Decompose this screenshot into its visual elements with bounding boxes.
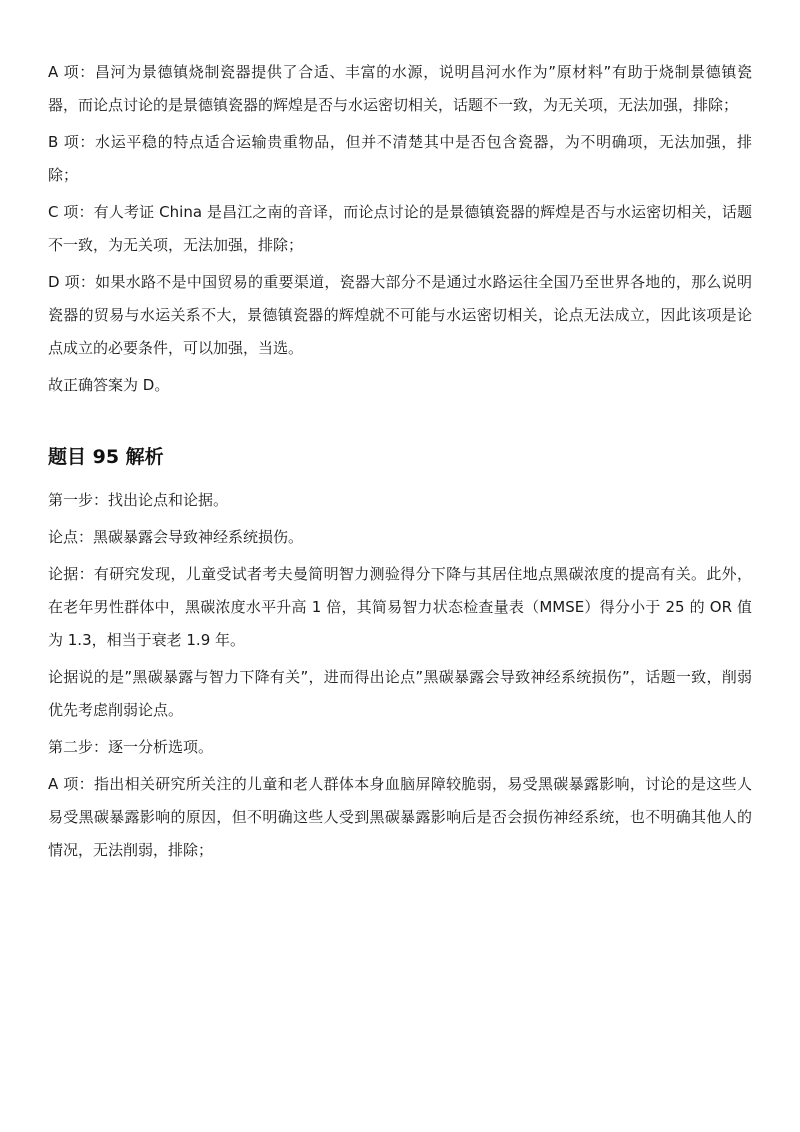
option-a-analysis-95: A 项：指出相关研究所关注的儿童和老人群体本身血脑屏障较脆弱，易受黑碳暴露影响，讨论的是这些人易受黑碳暴露影响的原因，但不明确这些人受到黑碳暴露影响后是否会损伤神经系统，也不明确其他人的情况，无法削弱，排除；: [48, 775, 752, 859]
question-95-analysis: [48, 442, 752, 867]
document-page: [48, 56, 752, 871]
option-c-analysis: C 项：有人考证 China 是昌江之南的音译，而论点讨论的是景德镇瓷器的辉煌是否与水运密切相关，话题不一致，为无关项，无法加强，排除；: [48, 203, 752, 254]
previous-question-analysis: [48, 56, 752, 402]
step-one-heading: 第一步：找出论点和论据。: [48, 491, 229, 509]
argument-summary: 论据说的是”黑碳暴露与智力下降有关”，进而得出论点”黑碳暴露会导致神经系统损伤”，话题一致，削弱优先考虑削弱论点。: [48, 668, 752, 719]
argument-evidence: 论据：有研究发现，儿童受试者考夫曼简明智力测验得分下降与其居住地点黑碳浓度的提高有关。此外，在老年男性群体中，黑碳浓度水平升高 1 倍，其简易智力状态检查量表（MMSE）得分小于 25 的 OR 值为 1.3，相当于衰老 1.9 年。: [48, 565, 752, 649]
option-a-analysis: A 项：昌河为景德镇烧制瓷器提供了合适、丰富的水源，说明昌河水作为”原材料”有助于烧制景德镇瓷器，而论点讨论的是景德镇瓷器的辉煌是否与水运密切相关，话题不一致，为无关项，无法加强，排除；: [48, 63, 752, 114]
answer-conclusion: 故正确答案为 D。: [48, 376, 170, 394]
section-title: 题目 95 解析: [48, 446, 164, 468]
step-two-heading: 第二步：逐一分析选项。: [48, 738, 214, 756]
argument-claim: 论点：黑碳暴露会导致神经系统损伤。: [48, 528, 304, 546]
option-b-analysis: B 项：水运平稳的特点适合运输贵重物品，但并不清楚其中是否包含瓷器，为不明确项，无法加强，排除；: [48, 133, 752, 184]
option-d-analysis: D 项：如果水路不是中国贸易的重要渠道，瓷器大部分不是通过水路运往全国乃至世界各地的，那么说明瓷器的贸易与水运关系不大，景德镇瓷器的辉煌就不可能与水运密切相关，论点无法成立，因此该项是论点成立的必要条件，可以加强，当选。: [48, 273, 752, 357]
